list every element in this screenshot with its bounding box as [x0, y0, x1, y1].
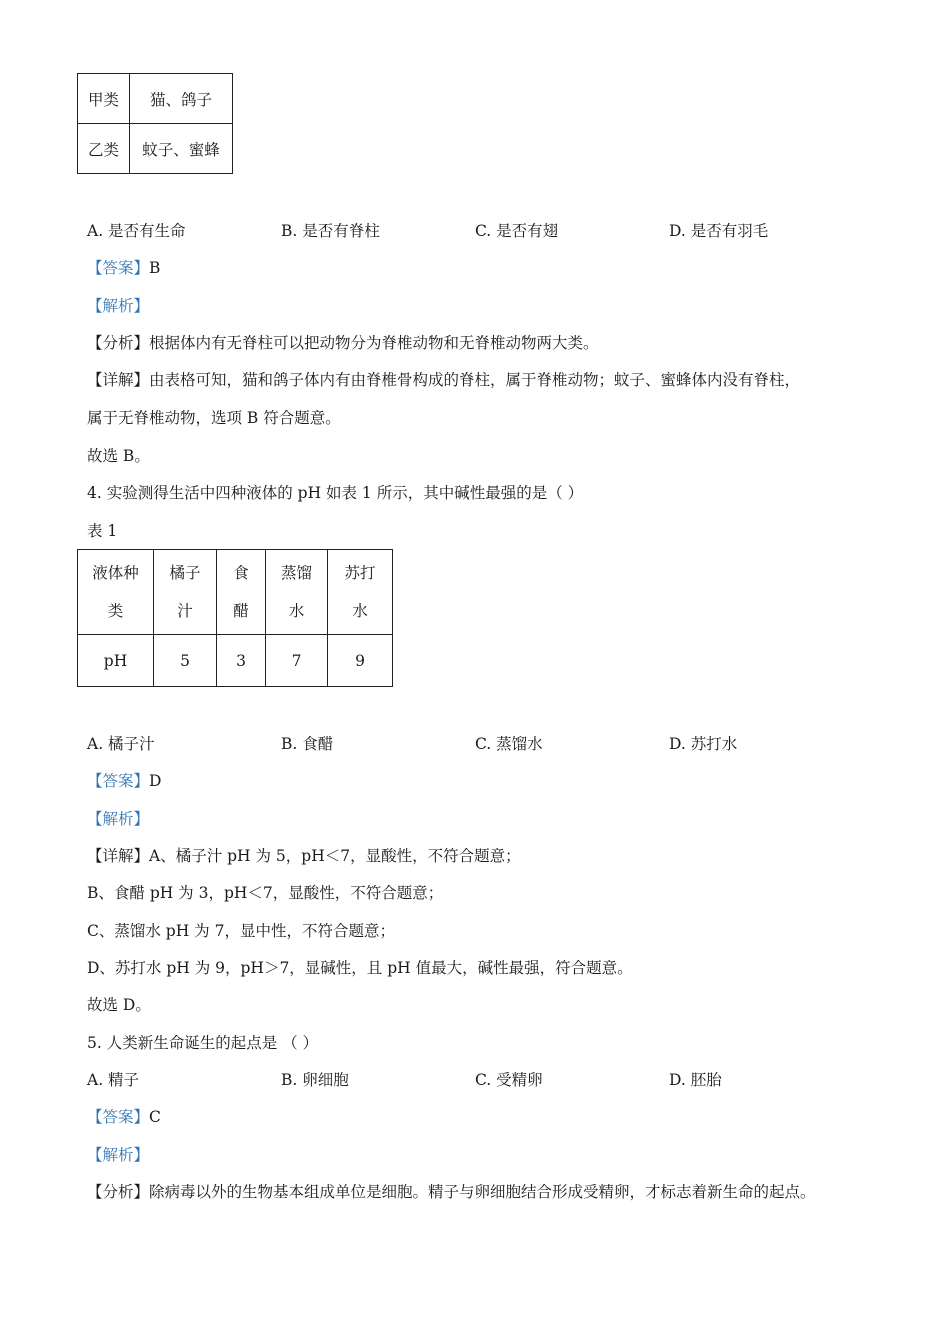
answer-tag: 【答案】 [87, 1108, 150, 1126]
answer-tag: 【答案】 [87, 259, 150, 277]
header-text: 液体种类 [92, 564, 139, 620]
detail-text: A、橘子汁 pH 为 5，pH＜7，显酸性，不符合题意； [149, 847, 521, 865]
q5-analysis [87, 1182, 816, 1202]
q3-conclusion: 故选 B。 [87, 447, 150, 465]
animal-table-label: 乙类 [78, 124, 130, 174]
answer-value: B [149, 259, 161, 277]
header-text: 苏打水 [344, 564, 376, 620]
header-text: 食醋 [233, 564, 249, 620]
answer-tag: 【答案】 [87, 772, 150, 790]
ph-value: 7 [266, 635, 328, 687]
q4-detail-b: B、食醋 pH 为 3，pH＜7，显酸性，不符合题意； [87, 884, 444, 902]
q5-option-b: B. 卵细胞 [281, 1071, 349, 1089]
q3-option-c: C. 是否有翅 [475, 222, 559, 240]
q5-option-c: C. 受精卵 [475, 1071, 543, 1089]
animal-table-value: 蚊子、蜜蜂 [130, 124, 233, 174]
q4-option-c: C. 蒸馏水 [475, 735, 543, 753]
q4-option-d: D. 苏打水 [669, 735, 738, 753]
analysis-text: 除病毒以外的生物基本组成单位是细胞。精子与卵细胞结合形成受精卵，才标志着新生命的起点。 [149, 1183, 816, 1201]
answer-value: D [149, 772, 162, 790]
ph-table-header [217, 550, 266, 635]
q4-conclusion: 故选 D。 [87, 996, 151, 1014]
ph-value: 3 [217, 635, 266, 687]
q5-stem: 5. 人类新生命诞生的起点是 （ ） [87, 1034, 319, 1052]
q3-option-b: B. 是否有脊柱 [281, 222, 380, 240]
q5-jiexi-heading: 【解析】 [87, 1146, 150, 1164]
analysis-text: 根据体内有无脊柱可以把动物分为脊椎动物和无脊椎动物两大类。 [149, 334, 599, 352]
ph-table-header [266, 550, 328, 635]
ph-table-header [328, 550, 393, 635]
q5-option-d: D. 胚胎 [669, 1071, 722, 1089]
animal-table [77, 73, 233, 174]
ph-row-label: pH [78, 635, 154, 687]
q3-option-a: A. 是否有生命 [87, 222, 186, 240]
ph-value: 5 [154, 635, 217, 687]
analysis-tag: 【分析】 [87, 334, 150, 352]
q4-table-caption: 表 1 [87, 522, 118, 540]
q4-detail [87, 846, 521, 866]
analysis-tag: 【分析】 [87, 1183, 150, 1201]
q5-answer [87, 1107, 161, 1127]
detail-tag: 【详解】 [87, 847, 150, 865]
ph-table-header [154, 550, 217, 635]
animal-table-value: 猫、鸽子 [130, 74, 233, 124]
header-text: 蒸馏水 [280, 564, 312, 620]
q4-detail-c: C、蒸馏水 pH 为 7，显中性，不符合题意； [87, 922, 395, 940]
q4-jiexi-heading: 【解析】 [87, 810, 150, 828]
detail-tag: 【详解】 [87, 371, 150, 389]
q3-detail [87, 370, 800, 390]
q4-stem: 4. 实验测得生活中四种液体的 pH 如表 1 所示，其中碱性最强的是（ ） [87, 484, 584, 502]
q4-option-a: A. 橘子汁 [87, 735, 155, 753]
q3-analysis [87, 333, 599, 353]
q5-option-a: A. 精子 [87, 1071, 140, 1089]
ph-value: 9 [328, 635, 393, 687]
ph-table [77, 549, 393, 687]
q3-answer [87, 258, 160, 278]
q3-jiexi-heading: 【解析】 [87, 297, 150, 315]
ph-table-header [78, 550, 154, 635]
header-text: 橘子汁 [169, 564, 201, 620]
q4-detail-d: D、苏打水 pH 为 9，pH＞7，显碱性，且 pH 值最大，碱性最强，符合题意。 [87, 959, 633, 977]
answer-value: C [149, 1108, 161, 1126]
q4-answer [87, 771, 161, 791]
detail-text: 由表格可知，猫和鸽子体内有由脊椎骨构成的脊柱，属于脊椎动物；蚊子、蜜蜂体内没有脊柱， [149, 371, 801, 389]
q3-detail-cont: 属于无脊椎动物，选项 B 符合题意。 [87, 409, 341, 427]
animal-table-label: 甲类 [78, 74, 130, 124]
q4-option-b: B. 食醋 [281, 735, 334, 753]
q3-option-d: D. 是否有羽毛 [669, 222, 769, 240]
